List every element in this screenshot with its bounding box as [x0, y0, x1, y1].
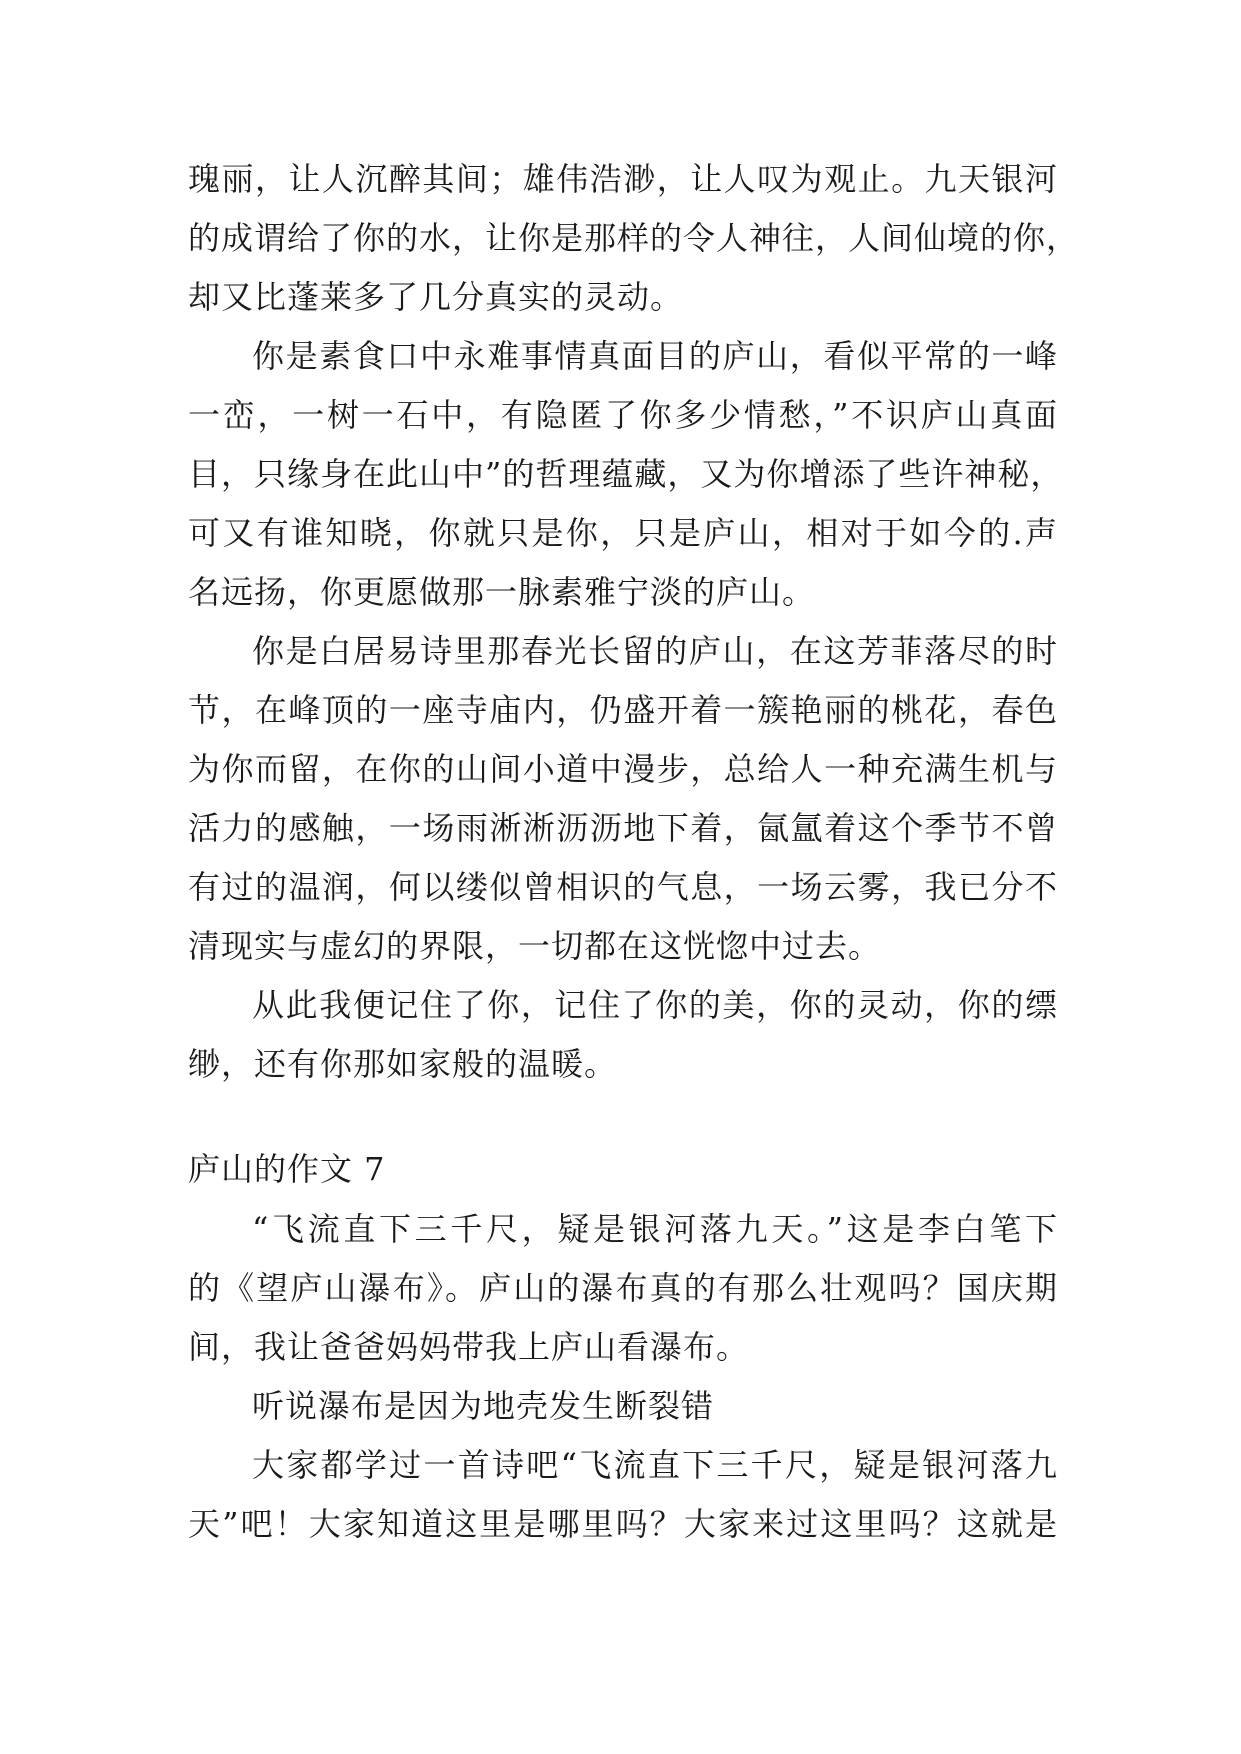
text-line: 的成谓给了你的水，让你是那样的令人神往，人间仙境的你，	[188, 219, 1080, 257]
text-line: 缈，还有你那如家般的温暖。	[188, 1045, 618, 1083]
text-line: 却又比蓬莱多了几分真实的灵动。	[188, 278, 684, 316]
text-line: 节，在峰顶的一座寺庙内，仍盛开着一簇艳丽的桃花，春色	[188, 691, 1058, 729]
text-line: 从此我便记住了你，记住了你的美，你的灵动，你的缥	[252, 986, 1058, 1024]
text-line: 的《望庐山瀑布》。庐山的瀑布真的有那么壮观吗？国庆期	[188, 1269, 1058, 1307]
body-text-bottom	[188, 1200, 1058, 1554]
body-text-top	[188, 150, 1080, 1094]
text-line: 瑰丽，让人沉醉其间；雄伟浩渺，让人叹为观止。九天银河	[188, 160, 1058, 198]
section-title-block	[188, 1140, 1058, 1199]
text-line: “飞流直下三千尺，疑是银河落九天。”这是李白笔下	[252, 1210, 1058, 1248]
text-line: 清现实与虚幻的界限，一切都在这恍惚中过去。	[188, 927, 882, 965]
text-line: 天”吧！大家知道这里是哪里吗？大家来过这里吗？这就是	[188, 1505, 1058, 1543]
text-line: 为你而留，在你的山间小道中漫步，总给人一种充满生机与	[188, 750, 1058, 788]
text-line: 可又有谁知晓，你就只是你，只是庐山，相对于如今的.声	[188, 514, 1058, 552]
text-line: 你是素食口中永难事情真面目的庐山，看似平常的一峰	[252, 337, 1058, 375]
text-line: 一峦，一树一石中，有隐匿了你多少情愁，”不识庐山真面	[188, 396, 1058, 434]
text-line: 名远扬，你更愿做那一脉素雅宁淡的庐山。	[188, 573, 816, 611]
text-line: 间，我让爸爸妈妈带我上庐山看瀑布。	[188, 1328, 750, 1366]
text-line: 有过的温润，何以缕似曾相识的气息，一场云雾，我已分不	[188, 868, 1058, 906]
text-line: 你是白居易诗里那春光长留的庐山，在这芳菲落尽的时	[252, 632, 1058, 670]
text-line: 大家都学过一首诗吧“飞流直下三千尺，疑是银河落九	[252, 1446, 1058, 1484]
text-line: 活力的感触，一场雨淅淅沥沥地下着，氤氲着这个季节不曾	[188, 809, 1058, 847]
section-title: 庐山的作文 7	[188, 1150, 386, 1188]
text-line: 目，只缘身在此山中”的哲理蕴藏，又为你增添了些许神秘，	[188, 455, 1064, 493]
text-line: 听说瀑布是因为地壳发生断裂错	[252, 1387, 715, 1425]
